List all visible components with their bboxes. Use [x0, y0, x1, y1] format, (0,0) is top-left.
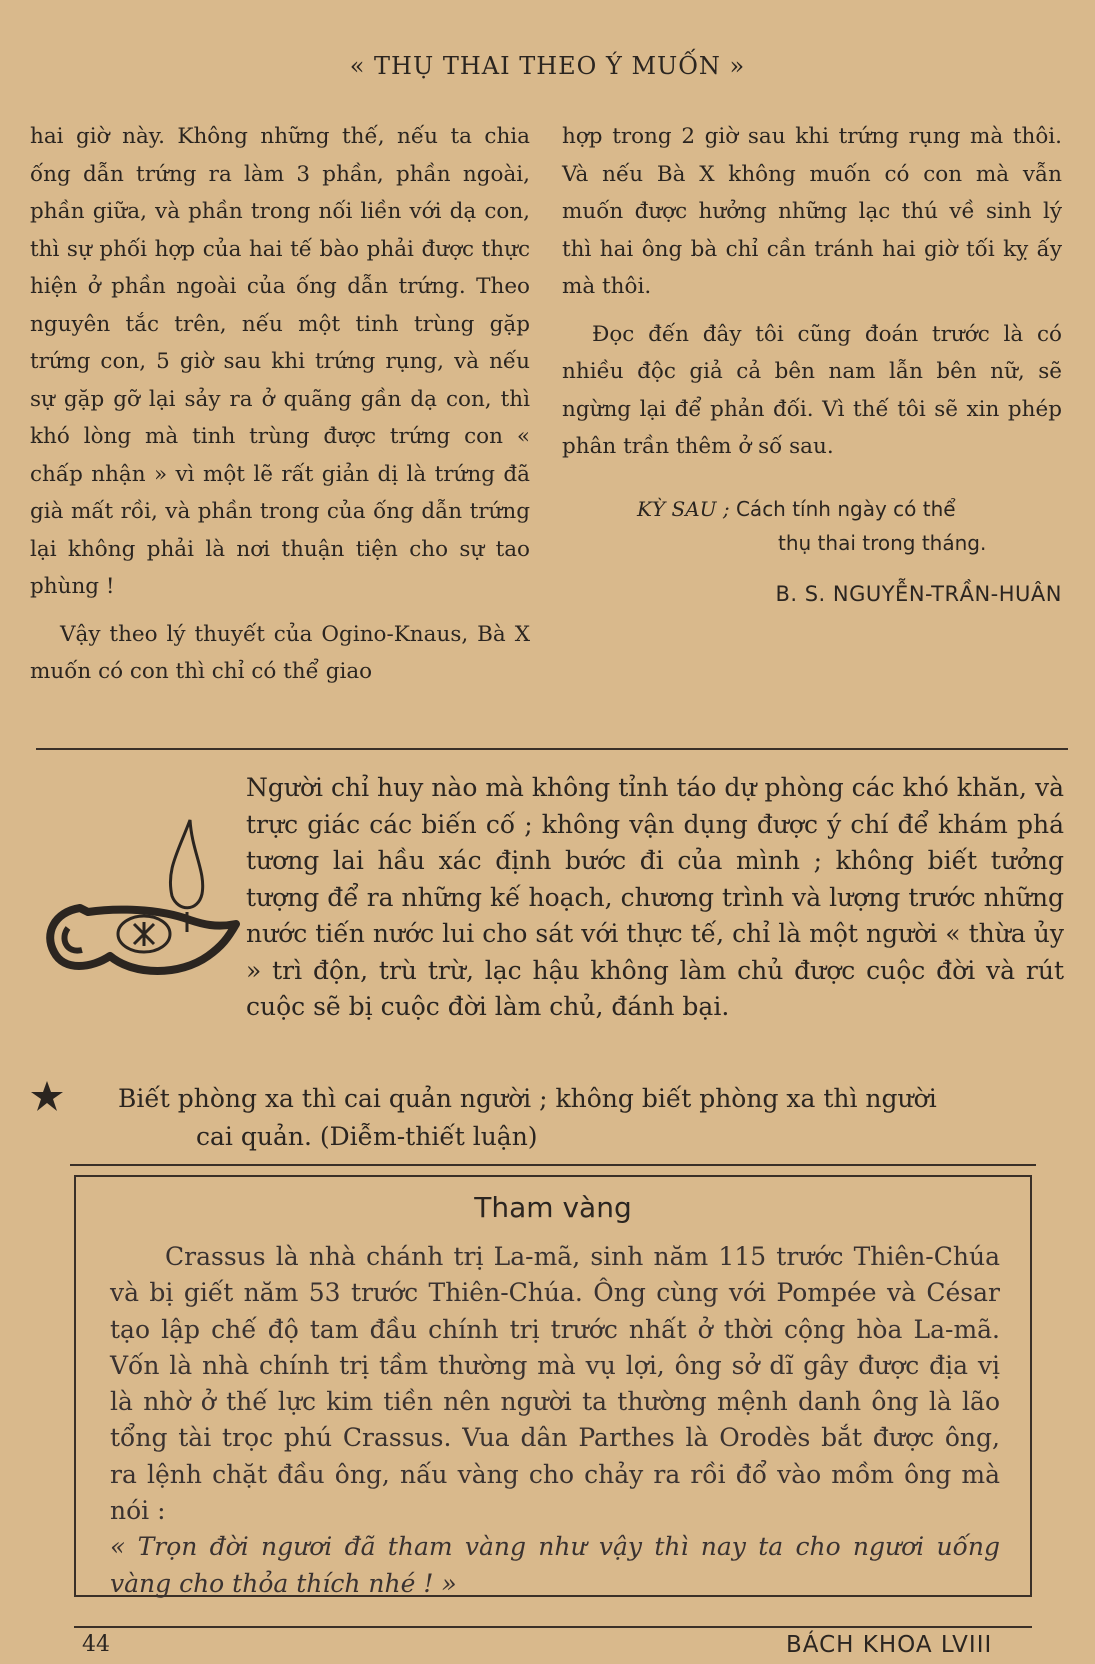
box-paragraph: Crassus là nhà chánh trị La-mã, sinh năm 115 trước Thiên-Chúa và bị giết năm 53 trước Thiên-Chúa. Ông cùng với Pompée và César tạo lập chế độ tam đầu chính trị trước nhất ở thời cộng hòa La-mã. Vốn là nhà chính trị tầm thường mà vụ lợi, ông sở dĩ gây được địa vị là nhờ ở thế lực kim tiền nên người ta thường mệnh danh ông là lão tổng tài trọc phú Crassus. Vua dân Parthes là Orodès bắt được ông, ra lệnh chặt đầu ông, nấu vàng cho chảy ra rồi đổ vào mồm ông mà nói :	[110, 1242, 1000, 1526]
footer-rule	[74, 1626, 1032, 1628]
author-byline: B. S. NGUYỄN-TRẦN-HUÂN	[775, 581, 1062, 606]
left-paragraph-1: hai giờ này. Không những thế, nếu ta chia ống dẫn trứng ra làm 3 phần, phần ngoài, phần giữa, và phần trong nối liền với dạ con, thì sự phối hợp của hai tế bào phải được thực hiện ở phần ngoài của ống dẫn trứng. Theo nguyên tắc trên, nếu một tinh trùng gặp trứng con, 5 giờ sau khi trứng rụng, và nếu sự gặp gỡ lại sảy ra ở quãng gần dạ con, thì khó lòng mà tinh trùng được trứng con « chấp nhận » vì một lẽ rất giản dị là trứng đã già mất rồi, và phần trong của ống dẫn trứng lại không phải là nơi thuận tiện cho sự tao phùng !	[30, 124, 530, 599]
right-paragraph-2: Đọc đến đây tôi cũng đoán trước là có nhiều độc giả cả bên nam lẫn bên nữ, sẽ ngừng lại để phản đối. Vì thế tôi sẽ xin phép phân trần thêm ở số sau.	[562, 321, 1062, 459]
right-column	[562, 118, 1062, 613]
next-issue-line-1: Cách tính ngày có thể	[735, 496, 956, 521]
magazine-name: BÁCH KHOA LVIII	[786, 1632, 993, 1658]
oil-lamp-icon	[40, 800, 260, 1000]
maxim-line-2: cai quản. (Diễm-thiết luận)	[196, 1122, 538, 1151]
section-divider	[36, 748, 1068, 750]
running-head: « THỤ THAI THEO Ý MUỐN »	[349, 52, 746, 80]
next-issue-note	[562, 492, 1062, 560]
next-issue-line-2: thụ thai trong tháng.	[778, 530, 987, 555]
next-issue-label: KỲ SAU ;	[637, 496, 730, 521]
star-icon	[30, 1080, 64, 1114]
box-top-rule	[70, 1164, 1036, 1166]
maxim	[118, 1080, 1064, 1156]
box-title: Tham vàng	[474, 1191, 632, 1224]
page-number: 44	[82, 1632, 110, 1657]
box-quote: « Trọn đời ngươi đã tham vàng như vậy thì nay ta cho ngươi uống vàng cho thỏa thích nhé ! »	[110, 1532, 1000, 1598]
maxim-line-1: Biết phòng xa thì cai quản người ; không biết phòng xa thì người	[118, 1084, 937, 1113]
leadership-quote: Người chỉ huy nào mà không tỉnh táo dự phòng các khó khăn, và trực giác các biến cố ; không vận dụng được ý chí để khám phá tương lai hầu xác định bước đi của mình ; không biết tưởng tượng để ra những kế hoạch, chương trình và lượng trước những nước tiến nước lui cho sát với thực tế, chỉ là một người « thừa ủy » trì độn, trù trừ, lạc hậu không làm chủ được cuộc đời và rút cuộc sẽ bị cuộc đời làm chủ, đánh bại.	[246, 773, 1064, 1021]
box-body	[110, 1239, 1000, 1602]
sidebar-box	[74, 1175, 1032, 1597]
left-paragraph-2: Vậy theo lý thuyết của Ogino-Knaus, Bà X muốn có con thì chỉ có thể giao	[30, 621, 530, 684]
left-column	[30, 118, 530, 691]
right-paragraph-1: hợp trong 2 giờ sau khi trứng rụng mà thôi. Và nếu Bà X không muốn có con mà vẫn muốn được hưởng những lạc thú về sinh lý thì hai ông bà chỉ cần tránh hai giờ tối kỵ ấy mà thôi.	[562, 124, 1062, 299]
